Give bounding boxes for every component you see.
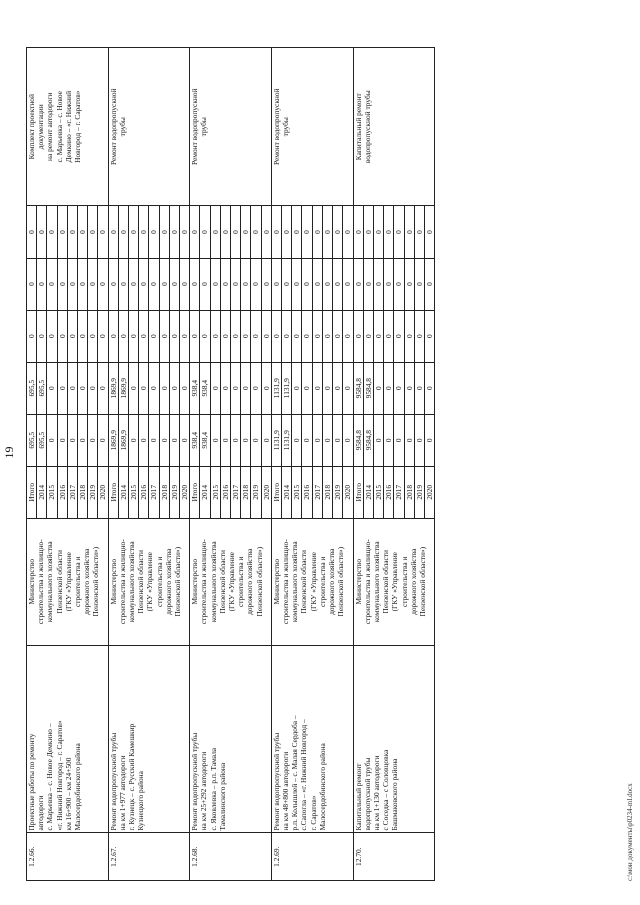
year-cell: 2015 <box>47 466 57 518</box>
value-cell: 0 <box>363 310 373 362</box>
value-cell: 0 <box>159 206 169 258</box>
year-cell: Итого <box>108 466 118 518</box>
value-cell: 0 <box>139 206 149 258</box>
value-cell: 0 <box>404 310 414 362</box>
value-cell: 0 <box>414 206 424 258</box>
value-cell: 0 <box>190 310 200 362</box>
row-number-cell: 1.2.69. <box>271 833 353 881</box>
value-cell: 0 <box>363 258 373 310</box>
value-cell: 0 <box>241 310 251 362</box>
value-cell: 0 <box>333 362 343 414</box>
executor-cell: Министерство строительства и жилищно- коммунального хозяйства Пензенской области (ГКУ «Управление строительства и дорожного хозяйства Пензенской области») <box>353 518 435 645</box>
year-cell: 2015 <box>129 466 139 518</box>
expected-result-cell: Ремонт водопропускной трубы <box>271 48 353 206</box>
table-row <box>271 48 281 881</box>
expected-result-cell: Комплект проектной документации на ремонт автодороги с. Марьевка – с. Новое Демкино – «г. Нижний Новгород – г. Саратов» <box>27 48 109 206</box>
value-cell: 0 <box>98 310 108 362</box>
year-cell: 2020 <box>180 466 190 518</box>
value-cell: 0 <box>292 310 302 362</box>
value-cell: 0 <box>47 414 57 466</box>
value-cell: 0 <box>37 310 47 362</box>
year-cell: 2018 <box>241 466 251 518</box>
footer-file-path: c:\мои документы\p0234-ml.docx <box>626 783 634 881</box>
value-cell: 0 <box>108 258 118 310</box>
value-cell: 0 <box>384 310 394 362</box>
value-cell: 0 <box>37 258 47 310</box>
value-cell: 0 <box>210 310 220 362</box>
value-cell: 0 <box>312 258 322 310</box>
value-cell: 938,4 <box>190 414 200 466</box>
value-cell: 0 <box>373 362 383 414</box>
value-cell: 0 <box>404 206 414 258</box>
row-number-cell: 12.70. <box>353 833 435 881</box>
value-cell: 0 <box>394 258 404 310</box>
value-cell: 0 <box>241 414 251 466</box>
value-cell: 0 <box>241 206 251 258</box>
value-cell: 695,5 <box>27 414 37 466</box>
value-cell: 0 <box>57 362 67 414</box>
value-cell: 0 <box>47 310 57 362</box>
value-cell: 0 <box>333 206 343 258</box>
year-cell: 2019 <box>88 466 98 518</box>
value-cell: 0 <box>282 258 292 310</box>
value-cell: 0 <box>200 206 210 258</box>
value-cell: 0 <box>414 362 424 414</box>
value-cell: 0 <box>404 258 414 310</box>
value-cell: 0 <box>261 206 271 258</box>
year-cell: 2017 <box>312 466 322 518</box>
value-cell: 0 <box>384 414 394 466</box>
value-cell: 0 <box>88 310 98 362</box>
table-body <box>27 48 435 881</box>
measure-name-cell: Ремонт водопропускной трубы на км 1+977 автодороги г. Кузнецк – с. Русский Камешкир Кузнецкого района <box>108 645 190 833</box>
value-cell: 0 <box>292 414 302 466</box>
year-cell: 2016 <box>384 466 394 518</box>
value-cell: 0 <box>302 362 312 414</box>
value-cell: 0 <box>282 206 292 258</box>
value-cell: 0 <box>231 206 241 258</box>
value-cell: 0 <box>414 310 424 362</box>
expected-result-cell: Ремонт водопропускной трубы <box>190 48 272 206</box>
measure-name-cell: Проектные работы по ремонту автодороги с. Марьевка – с. Новое Демкино – «г. Нижний Новгород – г. Саратов» км 16+900 – км 24+500 Малосердобинского района <box>27 645 109 833</box>
value-cell: 0 <box>78 206 88 258</box>
value-cell: 0 <box>271 310 281 362</box>
value-cell: 0 <box>78 414 88 466</box>
value-cell: 0 <box>404 362 414 414</box>
value-cell: 0 <box>98 206 108 258</box>
year-cell: 2020 <box>424 466 434 518</box>
value-cell: 0 <box>190 258 200 310</box>
value-cell: 0 <box>180 414 190 466</box>
value-cell: 0 <box>373 414 383 466</box>
table-row <box>190 48 200 881</box>
table-row <box>108 48 118 881</box>
value-cell: 0 <box>169 362 179 414</box>
year-cell: Итого <box>27 466 37 518</box>
value-cell: 0 <box>261 414 271 466</box>
value-cell: 0 <box>373 206 383 258</box>
value-cell: 0 <box>180 362 190 414</box>
value-cell: 0 <box>322 258 332 310</box>
value-cell: 0 <box>220 258 230 310</box>
value-cell: 938,4 <box>200 414 210 466</box>
value-cell: 0 <box>251 362 261 414</box>
value-cell: 1131,9 <box>282 414 292 466</box>
year-cell: 2014 <box>37 466 47 518</box>
year-cell: 2018 <box>159 466 169 518</box>
value-cell: 0 <box>159 414 169 466</box>
value-cell: 0 <box>343 310 353 362</box>
value-cell: 0 <box>98 362 108 414</box>
value-cell: 0 <box>139 258 149 310</box>
value-cell: 0 <box>312 310 322 362</box>
value-cell: 0 <box>210 362 220 414</box>
value-cell: 0 <box>373 258 383 310</box>
year-cell: 2018 <box>78 466 88 518</box>
value-cell: 0 <box>67 258 77 310</box>
value-cell: 0 <box>231 310 241 362</box>
value-cell: 0 <box>139 310 149 362</box>
value-cell: 0 <box>353 258 363 310</box>
value-cell: 0 <box>220 206 230 258</box>
value-cell: 0 <box>149 362 159 414</box>
value-cell: 0 <box>394 362 404 414</box>
value-cell: 0 <box>302 414 312 466</box>
year-cell: 2020 <box>98 466 108 518</box>
expected-result-cell: Ремонт водопропускной трубы <box>108 48 190 206</box>
value-cell: 0 <box>88 258 98 310</box>
value-cell: 0 <box>271 206 281 258</box>
value-cell: 1131,9 <box>271 362 281 414</box>
value-cell: 1869,9 <box>118 414 128 466</box>
value-cell: 0 <box>343 414 353 466</box>
value-cell: 695,5 <box>37 362 47 414</box>
executor-cell: Министерство строительства и жилищно- коммунального хозяйства Пензенской области (ГКУ «Управление строительства и дорожного хозяйства Пензенской области») <box>108 518 190 645</box>
value-cell: 0 <box>129 310 139 362</box>
value-cell: 0 <box>47 362 57 414</box>
value-cell: 0 <box>67 414 77 466</box>
value-cell: 0 <box>333 414 343 466</box>
value-cell: 0 <box>261 310 271 362</box>
value-cell: 0 <box>149 310 159 362</box>
value-cell: 0 <box>129 206 139 258</box>
value-cell: 0 <box>169 206 179 258</box>
year-cell: Итого <box>271 466 281 518</box>
value-cell: 0 <box>322 310 332 362</box>
value-cell: 0 <box>302 206 312 258</box>
year-cell: Итого <box>190 466 200 518</box>
value-cell: 0 <box>139 362 149 414</box>
value-cell: 0 <box>424 362 434 414</box>
year-cell: 2015 <box>373 466 383 518</box>
value-cell: 0 <box>251 258 261 310</box>
year-cell: 2018 <box>404 466 414 518</box>
value-cell: 0 <box>322 414 332 466</box>
value-cell: 0 <box>118 258 128 310</box>
value-cell: 0 <box>312 206 322 258</box>
value-cell: 0 <box>322 206 332 258</box>
value-cell: 938,4 <box>190 362 200 414</box>
value-cell: 0 <box>169 258 179 310</box>
value-cell: 0 <box>220 310 230 362</box>
value-cell: 0 <box>88 206 98 258</box>
value-cell: 0 <box>88 414 98 466</box>
year-cell: 2015 <box>292 466 302 518</box>
value-cell: 0 <box>98 414 108 466</box>
table-row <box>353 48 363 881</box>
value-cell: 0 <box>343 206 353 258</box>
value-cell: 0 <box>159 258 169 310</box>
year-cell: 2019 <box>414 466 424 518</box>
year-cell: 2020 <box>343 466 353 518</box>
value-cell: 0 <box>108 310 118 362</box>
value-cell: 9584,8 <box>353 362 363 414</box>
value-cell: 0 <box>353 310 363 362</box>
value-cell: 0 <box>424 310 434 362</box>
value-cell: 0 <box>159 362 169 414</box>
value-cell: 0 <box>118 310 128 362</box>
year-cell: 2020 <box>261 466 271 518</box>
value-cell: 0 <box>251 206 261 258</box>
page-number: 19 <box>2 446 16 459</box>
year-cell: 2016 <box>139 466 149 518</box>
value-cell: 0 <box>98 258 108 310</box>
table-row <box>27 48 37 881</box>
value-cell: 0 <box>210 258 220 310</box>
year-cell: 2014 <box>282 466 292 518</box>
year-cell: 2015 <box>210 466 220 518</box>
value-cell: 0 <box>424 258 434 310</box>
value-cell: 0 <box>302 258 312 310</box>
value-cell: 0 <box>210 206 220 258</box>
value-cell: 0 <box>210 414 220 466</box>
program-measures-table <box>26 47 435 881</box>
value-cell: 938,4 <box>200 362 210 414</box>
value-cell: 0 <box>129 258 139 310</box>
year-cell: 2019 <box>251 466 261 518</box>
year-cell: 2017 <box>394 466 404 518</box>
value-cell: 0 <box>180 310 190 362</box>
value-cell: 0 <box>220 362 230 414</box>
year-cell: 2019 <box>169 466 179 518</box>
value-cell: 0 <box>27 206 37 258</box>
value-cell: 0 <box>27 310 37 362</box>
value-cell: 0 <box>37 206 47 258</box>
executor-cell: Министерство строительства и жилищно- коммунального хозяйства Пензенской области (ГКУ «Управление строительства и дорожного хозяйства Пензенской области») <box>190 518 272 645</box>
value-cell: 0 <box>200 310 210 362</box>
row-number-cell: 1.2.68. <box>190 833 272 881</box>
value-cell: 0 <box>88 362 98 414</box>
value-cell: 0 <box>67 310 77 362</box>
value-cell: 0 <box>129 414 139 466</box>
executor-cell: Министерство строительства и жилищно- коммунального хозяйства Пензенской области (ГКУ «Управление строительства и дорожного хозяйства Пензенской области») <box>27 518 109 645</box>
value-cell: 1869,9 <box>118 362 128 414</box>
value-cell: 0 <box>261 258 271 310</box>
value-cell: 0 <box>261 362 271 414</box>
value-cell: 0 <box>384 206 394 258</box>
value-cell: 0 <box>363 206 373 258</box>
value-cell: 9584,8 <box>363 414 373 466</box>
value-cell: 0 <box>57 414 67 466</box>
executor-cell: Министерство строительства и жилищно- коммунального хозяйства Пензенской области (ГКУ «Управление строительства и дорожного хозяйства Пензенской области») <box>271 518 353 645</box>
value-cell: 0 <box>180 258 190 310</box>
year-cell: 2016 <box>302 466 312 518</box>
value-cell: 0 <box>394 206 404 258</box>
year-cell: 2019 <box>333 466 343 518</box>
value-cell: 0 <box>57 258 67 310</box>
value-cell: 0 <box>292 258 302 310</box>
row-number-cell: 1.2.66. <box>27 833 109 881</box>
value-cell: 0 <box>108 206 118 258</box>
year-cell: 2017 <box>149 466 159 518</box>
measure-name-cell: Ремонт водопропускной трубы на км 48+800 автодороги р.п. Колышлей – с. Малая Сердоба – с.Сапогла – «г. Нижний Новгород – г. Саратов» Малосердобинского района <box>271 645 353 833</box>
value-cell: 695,5 <box>27 362 37 414</box>
value-cell: 0 <box>302 310 312 362</box>
value-cell: 0 <box>139 414 149 466</box>
value-cell: 0 <box>180 206 190 258</box>
value-cell: 0 <box>200 258 210 310</box>
value-cell: 0 <box>333 310 343 362</box>
value-cell: 1131,9 <box>282 362 292 414</box>
value-cell: 0 <box>78 362 88 414</box>
value-cell: 0 <box>220 414 230 466</box>
value-cell: 0 <box>322 362 332 414</box>
value-cell: 0 <box>271 258 281 310</box>
value-cell: 0 <box>384 362 394 414</box>
value-cell: 0 <box>414 258 424 310</box>
year-cell: 2014 <box>363 466 373 518</box>
value-cell: 0 <box>424 414 434 466</box>
value-cell: 0 <box>251 310 261 362</box>
value-cell: 0 <box>67 362 77 414</box>
value-cell: 0 <box>282 310 292 362</box>
value-cell: 0 <box>47 258 57 310</box>
value-cell: 0 <box>333 258 343 310</box>
value-cell: 0 <box>169 414 179 466</box>
value-cell: 0 <box>129 362 139 414</box>
value-cell: 0 <box>394 310 404 362</box>
value-cell: 0 <box>343 362 353 414</box>
value-cell: 0 <box>118 206 128 258</box>
value-cell: 0 <box>373 310 383 362</box>
measure-name-cell: Капитальный ремонт водопропускной трубы на км 1+130 автодороги с Соседка – с Соловцовка Башмаковского района <box>353 645 435 833</box>
value-cell: 9584,8 <box>353 414 363 466</box>
year-cell: Итого <box>353 466 363 518</box>
value-cell: 9584,8 <box>363 362 373 414</box>
value-cell: 0 <box>241 258 251 310</box>
value-cell: 1131,9 <box>271 414 281 466</box>
value-cell: 0 <box>159 310 169 362</box>
value-cell: 0 <box>394 414 404 466</box>
value-cell: 1869,9 <box>108 414 118 466</box>
value-cell: 0 <box>57 310 67 362</box>
value-cell: 695,5 <box>37 414 47 466</box>
value-cell: 0 <box>47 206 57 258</box>
value-cell: 0 <box>312 414 322 466</box>
value-cell: 0 <box>169 310 179 362</box>
year-cell: 2017 <box>231 466 241 518</box>
value-cell: 0 <box>78 258 88 310</box>
value-cell: 0 <box>231 362 241 414</box>
value-cell: 0 <box>149 258 159 310</box>
value-cell: 1869,9 <box>108 362 118 414</box>
value-cell: 0 <box>78 310 88 362</box>
value-cell: 0 <box>27 258 37 310</box>
value-cell: 0 <box>353 206 363 258</box>
year-cell: 2016 <box>57 466 67 518</box>
value-cell: 0 <box>404 414 414 466</box>
value-cell: 0 <box>414 414 424 466</box>
value-cell: 0 <box>241 362 251 414</box>
year-cell: 2017 <box>67 466 77 518</box>
value-cell: 0 <box>312 362 322 414</box>
value-cell: 0 <box>149 206 159 258</box>
year-cell: 2018 <box>322 466 332 518</box>
measure-name-cell: Ремонт водопропускной трубы на км 25+292 автодороги с. Яковлевка – р.п. Тамала Тамалинского района <box>190 645 272 833</box>
value-cell: 0 <box>57 206 67 258</box>
year-cell: 2016 <box>220 466 230 518</box>
row-number-cell: 1.2.67. <box>108 833 190 881</box>
value-cell: 0 <box>292 206 302 258</box>
expected-result-cell: Капитальный ремонт водопропускной трубы <box>353 48 435 206</box>
value-cell: 0 <box>231 258 241 310</box>
year-cell: 2014 <box>118 466 128 518</box>
value-cell: 0 <box>251 414 261 466</box>
value-cell: 0 <box>190 206 200 258</box>
year-cell: 2014 <box>200 466 210 518</box>
value-cell: 0 <box>424 206 434 258</box>
value-cell: 0 <box>149 414 159 466</box>
value-cell: 0 <box>384 258 394 310</box>
value-cell: 0 <box>231 414 241 466</box>
value-cell: 0 <box>67 206 77 258</box>
value-cell: 0 <box>292 362 302 414</box>
value-cell: 0 <box>343 258 353 310</box>
